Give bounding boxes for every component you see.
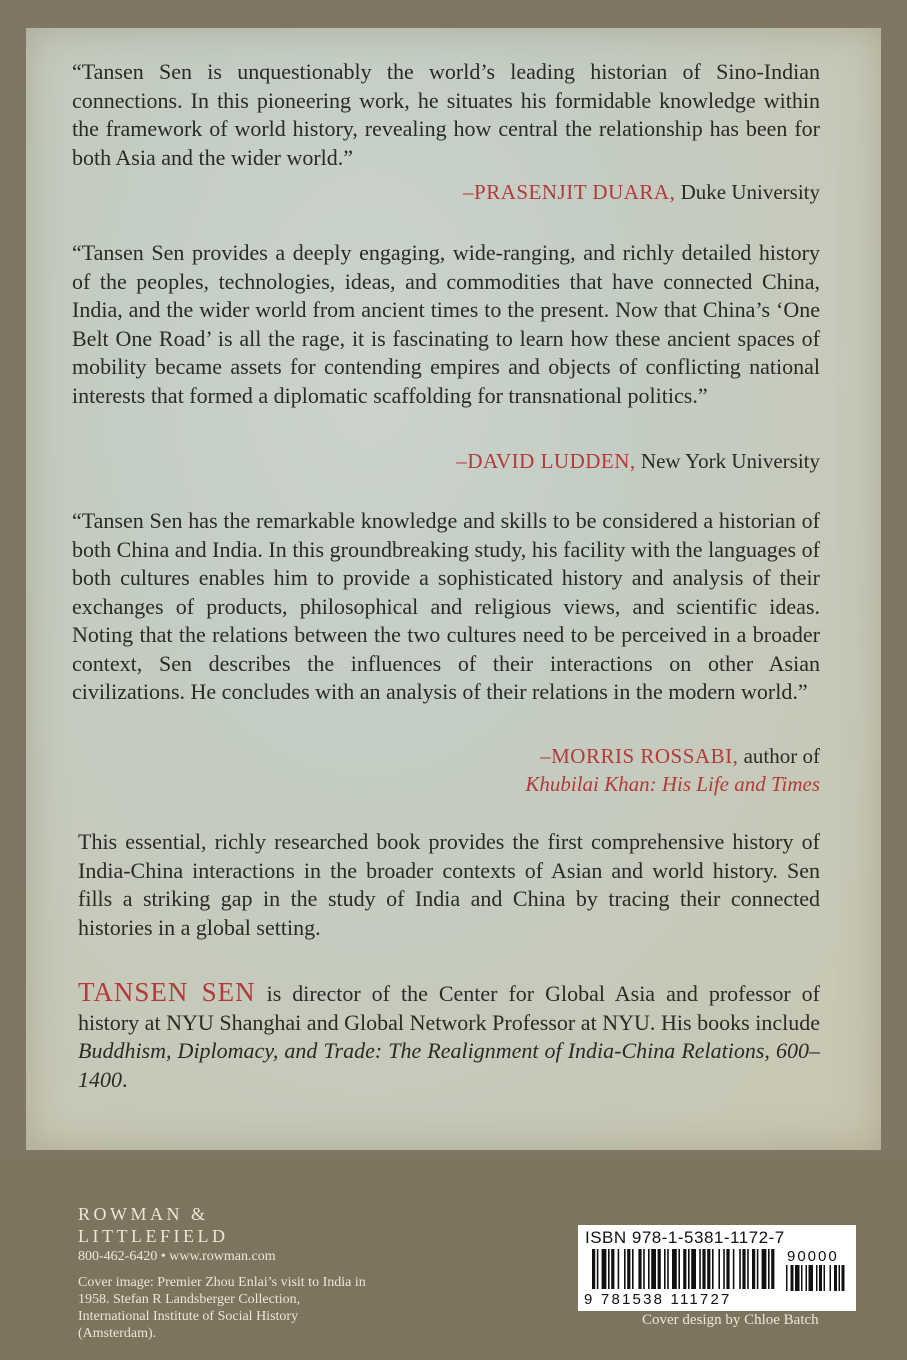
barcode-bar bbox=[768, 1249, 770, 1289]
barcode-bar bbox=[707, 1249, 710, 1289]
blurb-3-attribution bbox=[525, 742, 820, 798]
barcode-bar bbox=[597, 1249, 599, 1289]
barcode-bar bbox=[718, 1249, 720, 1289]
cover-design-credit: Cover design by Chloe Batch bbox=[642, 1312, 819, 1328]
barcode-bar bbox=[771, 1249, 774, 1289]
book-description: This essential, richly researched book provides the first comprehensive history of India-China interactions in the broader contexts of Asian and world history. Sen fills a striking gap in the study of India and China by tracing their connected histories in a global setting. bbox=[78, 829, 820, 940]
barcode-addon-bar bbox=[809, 1265, 814, 1291]
barcode-addon-bar bbox=[819, 1265, 822, 1291]
barcode-bar bbox=[747, 1249, 749, 1289]
barcode-bar bbox=[683, 1249, 686, 1289]
publisher-contact: 800-462-6420 • www.rowman.com bbox=[78, 1249, 276, 1264]
barcode-addon-bar bbox=[791, 1265, 794, 1291]
blurb-2-affiliation: New York University bbox=[640, 449, 820, 473]
bio-text-end: . bbox=[122, 1066, 128, 1092]
barcode-bar bbox=[664, 1249, 666, 1289]
barcode-bar bbox=[726, 1249, 729, 1289]
barcode-bar bbox=[648, 1249, 650, 1289]
barcode-bar bbox=[643, 1249, 645, 1289]
barcode-bar bbox=[678, 1249, 680, 1289]
bio-book-title: Buddhism, Diplomacy, and Trade: The Realignment of India-China Relations, 600–1400 bbox=[78, 1038, 820, 1092]
publisher-name-line1: ROWMAN & bbox=[78, 1204, 209, 1224]
barcode-addon: 90000 bbox=[787, 1248, 839, 1265]
barcode-bar bbox=[624, 1249, 626, 1289]
barcode-bar bbox=[592, 1249, 595, 1289]
barcode-addon-bar bbox=[795, 1265, 800, 1291]
barcode-bar bbox=[658, 1249, 661, 1289]
blurb-2-name: –DAVID LUDDEN, bbox=[456, 449, 636, 473]
barcode-bar bbox=[651, 1249, 656, 1289]
barcode-bar bbox=[627, 1249, 630, 1289]
barcode-bar bbox=[712, 1249, 714, 1289]
bio-text: is director of the Center for Global Asia and professor of history at NYU Shanghai and Global Network Professor at NYU. His books include bbox=[78, 981, 821, 1035]
barcode-digits: 9 781538 111727 bbox=[584, 1291, 732, 1308]
cover-image-credit: Cover image: Premier Zhou Enlai’s visit to India in 1958. Stefan R Landsberger Collection, International Institute of Social History (Amsterdam). bbox=[78, 1275, 366, 1341]
barcode-bar bbox=[638, 1249, 641, 1289]
barcode-addon-bar bbox=[806, 1265, 808, 1291]
barcode-addon-bar bbox=[786, 1265, 788, 1291]
barcode-bar bbox=[672, 1249, 677, 1289]
barcode-bar bbox=[688, 1249, 690, 1289]
barcode-bar bbox=[691, 1249, 696, 1289]
barcode-bar bbox=[699, 1249, 701, 1289]
barcode-bar bbox=[762, 1249, 767, 1289]
barcode-addon-bar bbox=[842, 1265, 845, 1291]
blurb-3-book: Khubilai Khan: His Life and Times bbox=[525, 772, 820, 796]
blurb-3-affiliation: author of bbox=[743, 744, 820, 768]
blurb-3-text: “Tansen Sen has the remarkable knowledge and skills to be considered a historian of both China and India. In this groundbreaking study, his facility with the languages of both cultures enables him to provide a sophisticated history and analysis of their exchanges of products, philosophical and religious views, and scientific ideas. Noting that the relations between the two cultures need to be perceived in a broader context, Sen describes the influences of their interactions on other Asian civilizations. He concludes with an analysis of their relations in the modern world.” bbox=[72, 508, 820, 704]
blurb-1-affiliation: Duke University bbox=[680, 180, 820, 204]
barcode-bar bbox=[632, 1249, 634, 1289]
blurb-2-attribution bbox=[456, 447, 820, 475]
publisher-logo bbox=[78, 1203, 228, 1247]
barcode-bar bbox=[723, 1249, 725, 1289]
barcode-addon-bar bbox=[824, 1265, 826, 1291]
barcode-bar bbox=[733, 1249, 735, 1289]
barcode-bar bbox=[742, 1249, 745, 1289]
blurb-1-name: –PRASENJIT DUARA, bbox=[463, 180, 676, 204]
barcode-addon-bar bbox=[801, 1265, 803, 1291]
barcode bbox=[578, 1225, 856, 1311]
blurb-2-text: “Tansen Sen provides a deeply engaging, wide-ranging, and richly detailed history of the peoples, technologies, ideas, and commodities that have connected China, India, and the wider world from ancient times to the present. Now that China’s ‘One Belt One Road’ is all the rage, it is fascinating to learn how these ancient spaces of mobility became assets for contending empires and objects of conflicting national interests that formed a diplomatic scaffolding for transnational politics.” bbox=[72, 240, 820, 408]
barcode-bar bbox=[702, 1249, 705, 1289]
barcode-addon-bar bbox=[839, 1265, 841, 1291]
barcode-bar bbox=[618, 1249, 620, 1289]
publisher-name-line2: LITTLEFIELD bbox=[78, 1226, 229, 1246]
blurb-1-attribution bbox=[463, 178, 820, 206]
barcode-addon-bar bbox=[830, 1265, 832, 1291]
barcode-bar bbox=[608, 1249, 610, 1289]
barcode-addon-bar bbox=[834, 1265, 837, 1291]
blurb-3-name: –MORRIS ROSSABI, bbox=[540, 744, 739, 768]
blurb-1-text: “Tansen Sen is unquestionably the world’s leading historian of Sino-Indian connections. In this pioneering work, he situates his formidable knowledge within the framework of world history, revealing how central the relationship has been for both Asia and the wider world.” bbox=[72, 59, 820, 170]
barcode-bar bbox=[667, 1249, 669, 1289]
barcode-bar bbox=[611, 1249, 614, 1289]
author-bio bbox=[78, 978, 820, 1094]
barcode-bar bbox=[752, 1249, 755, 1289]
barcode-bar bbox=[757, 1249, 759, 1289]
author-name: TANSEN SEN bbox=[78, 977, 256, 1007]
barcode-bar bbox=[602, 1249, 607, 1289]
barcode-addon-bar bbox=[816, 1265, 818, 1291]
isbn-label: ISBN 978-1-5381-1172-7 bbox=[585, 1228, 785, 1247]
barcode-bar bbox=[739, 1249, 741, 1289]
